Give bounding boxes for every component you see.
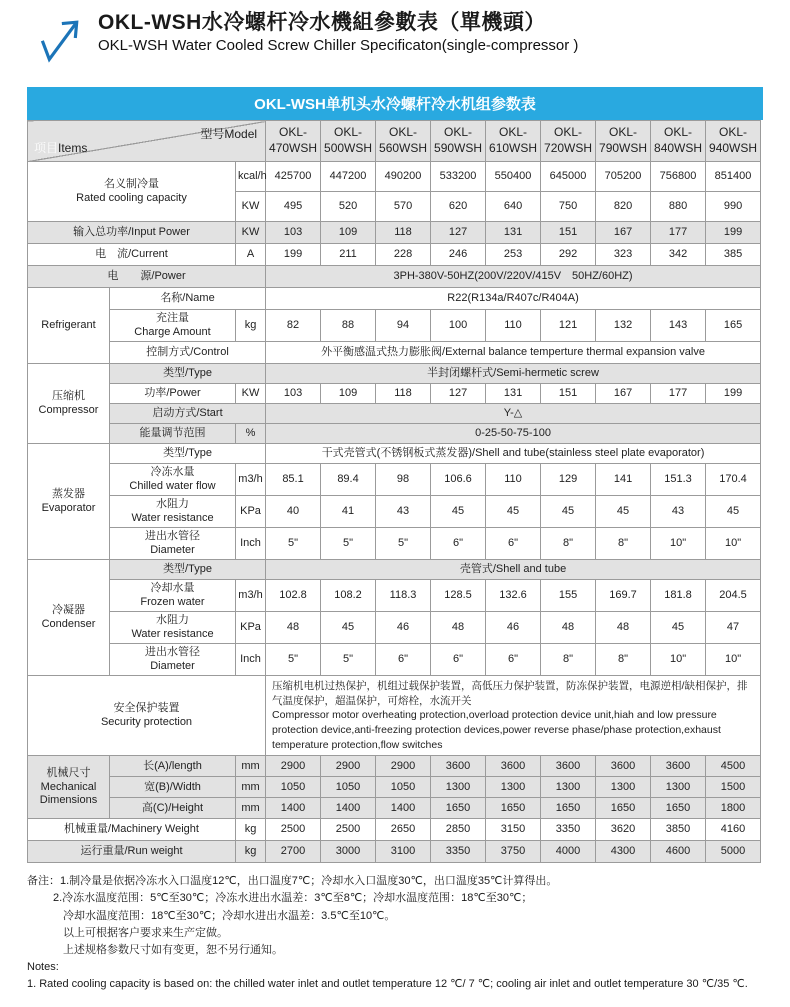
row-label-cell: 充注量 Charge Amount: [110, 310, 236, 342]
value-cell: 6": [486, 644, 541, 676]
value-cell: 2900: [376, 756, 431, 777]
value-cell: 10": [651, 644, 706, 676]
unit-cell: Inch: [236, 528, 266, 560]
value-cell: 4300: [596, 841, 651, 863]
value-cell: 127: [431, 222, 486, 244]
row-label-cell: 启动方式/Start: [110, 404, 266, 424]
value-cell: 4500: [706, 756, 761, 777]
value-cell: 129: [541, 464, 596, 496]
value-cell: 342: [651, 244, 706, 266]
unit-cell: KW: [236, 222, 266, 244]
value-cell: 253: [486, 244, 541, 266]
value-cell: 645000: [541, 162, 596, 192]
table-row: [28, 404, 761, 424]
note-line: 2.冷冻水温度范围：5℃至30℃；冷冻水进出水温差：3℃至8℃；冷却水温度范围：18℃至30℃；: [53, 892, 533, 905]
table-row: [28, 676, 761, 756]
value-cell: 533200: [431, 162, 486, 192]
title-block: [98, 10, 578, 54]
group-label-cell: 压缩机 Compressor: [28, 364, 110, 444]
value-cell: 177: [651, 384, 706, 404]
value-cell: 128.5: [431, 580, 486, 612]
unit-cell: mm: [236, 756, 266, 777]
value-cell: 155: [541, 580, 596, 612]
model-header-cell: OKL- 610WSH: [486, 121, 541, 162]
row-label-cell: 进出水管径 Diameter: [110, 644, 236, 676]
table-row: [28, 222, 761, 244]
value-cell: 82: [266, 310, 321, 342]
table-row: [28, 162, 761, 192]
unit-cell: %: [236, 424, 266, 444]
value-cell: 3100: [376, 841, 431, 863]
table-row: [28, 266, 761, 288]
value-cell: 118: [376, 384, 431, 404]
table-row: [28, 384, 761, 404]
row-label-cell: 输入总功率/Input Power: [28, 222, 236, 244]
value-cell: 43: [651, 496, 706, 528]
value-cell: 94: [376, 310, 431, 342]
value-cell: 246: [431, 244, 486, 266]
value-cell: 1650: [431, 798, 486, 819]
value-cell: 89.4: [321, 464, 376, 496]
span-value-cell: 壳管式/Shell and tube: [266, 560, 761, 580]
model-header-cell: OKL- 590WSH: [431, 121, 486, 162]
value-cell: 109: [321, 384, 376, 404]
model-header-cell: OKL- 720WSH: [541, 121, 596, 162]
value-cell: 1400: [266, 798, 321, 819]
value-cell: 151.3: [651, 464, 706, 496]
value-cell: 199: [706, 222, 761, 244]
model-header-row: [28, 121, 761, 162]
value-cell: 121: [541, 310, 596, 342]
table-banner: OKL-WSH单机头水冷螺杆冷水机组参数表: [27, 87, 763, 120]
value-cell: 1300: [431, 777, 486, 798]
unit-cell: mm: [236, 777, 266, 798]
model-header-cell: OKL- 790WSH: [596, 121, 651, 162]
value-cell: 170.4: [706, 464, 761, 496]
value-cell: 2500: [321, 819, 376, 841]
value-cell: 46: [376, 612, 431, 644]
value-cell: 167: [596, 222, 651, 244]
value-cell: 132.6: [486, 580, 541, 612]
value-cell: 495: [266, 192, 321, 222]
value-cell: 1650: [596, 798, 651, 819]
items-label: 项目Items: [34, 141, 88, 155]
value-cell: 103: [266, 384, 321, 404]
model-header-cell: OKL- 470WSH: [266, 121, 321, 162]
value-cell: 45: [486, 496, 541, 528]
value-cell: 5": [321, 644, 376, 676]
row-label-cell: 名称/Name: [110, 288, 266, 310]
row-label-cell: 类型/Type: [110, 364, 266, 384]
table-row: [28, 288, 761, 310]
span-value-cell: 外平衡感温式热力膨胀阀/External balance temperture thermal expansion valve: [266, 342, 761, 364]
value-cell: 131: [486, 222, 541, 244]
value-cell: 8": [596, 644, 651, 676]
value-cell: 46: [486, 612, 541, 644]
value-cell: 620: [431, 192, 486, 222]
value-cell: 127: [431, 384, 486, 404]
value-cell: 1500: [706, 777, 761, 798]
span-value-cell: 干式壳管式(不锈钢板式蒸发器)/Shell and tube(stainless steel plate evaporator): [266, 444, 761, 464]
value-cell: 40: [266, 496, 321, 528]
value-cell: 2500: [266, 819, 321, 841]
note-line: Notes:: [27, 960, 59, 973]
group-label-cell: Refrigerant: [28, 288, 110, 364]
span-value-cell: 压缩机电机过热保护，机组过载保护装置，高低压力保护装置，防冻保护装置，电源逆相/缺相保护，排气温度保护，超温保护，可熔栓，水流开关 Compressor motor overheating protection,overload protection device unit,hiah and low pressure protection device,anti-freezing protection devices,power reverse phase/phase protection,exhaust temperature protection,flow switches: [266, 676, 761, 756]
value-cell: 3600: [596, 756, 651, 777]
span-value-cell: 3PH-380V-50HZ(200V/220V/415V 50HZ/60HZ): [266, 266, 761, 288]
table-row: [28, 464, 761, 496]
spec-table: [27, 120, 761, 863]
value-cell: 385: [706, 244, 761, 266]
value-cell: 151: [541, 384, 596, 404]
value-cell: 48: [431, 612, 486, 644]
value-cell: 3600: [486, 756, 541, 777]
value-cell: 3350: [541, 819, 596, 841]
value-cell: 88: [321, 310, 376, 342]
value-cell: 118.3: [376, 580, 431, 612]
value-cell: 48: [266, 612, 321, 644]
value-cell: 1300: [651, 777, 706, 798]
value-cell: 10": [651, 528, 706, 560]
value-cell: 447200: [321, 162, 376, 192]
value-cell: 110: [486, 464, 541, 496]
value-cell: 3600: [431, 756, 486, 777]
table-row: [28, 612, 761, 644]
value-cell: 1050: [266, 777, 321, 798]
value-cell: 3600: [541, 756, 596, 777]
value-cell: 4000: [541, 841, 596, 863]
row-label-cell: 水阻力 Water resistance: [110, 612, 236, 644]
table-row: [28, 364, 761, 384]
unit-cell: kcal/h: [236, 162, 266, 192]
value-cell: 10": [706, 644, 761, 676]
unit-cell: KW: [236, 384, 266, 404]
unit-cell: KW: [236, 192, 266, 222]
table-row: [28, 756, 761, 777]
row-label-cell: 高(C)/Height: [110, 798, 236, 819]
unit-cell: KPa: [236, 612, 266, 644]
value-cell: 1300: [541, 777, 596, 798]
value-cell: 102.8: [266, 580, 321, 612]
row-label-cell: 宽(B)/Width: [110, 777, 236, 798]
value-cell: 1050: [321, 777, 376, 798]
value-cell: 1300: [486, 777, 541, 798]
value-cell: 45: [431, 496, 486, 528]
table-row: [28, 580, 761, 612]
value-cell: 10": [706, 528, 761, 560]
value-cell: 141: [596, 464, 651, 496]
row-label-cell: 电 源/Power: [28, 266, 266, 288]
note-line: 备注：1.制冷量是依据冷冻水入口温度12℃，出口温度7℃；冷却水入口温度30℃，出口温度35℃计算得出。: [27, 875, 558, 888]
value-cell: 6": [431, 644, 486, 676]
notes-section: [27, 873, 763, 1006]
value-cell: 550400: [486, 162, 541, 192]
unit-cell: m3/h: [236, 580, 266, 612]
value-cell: 41: [321, 496, 376, 528]
value-cell: 204.5: [706, 580, 761, 612]
value-cell: 48: [541, 612, 596, 644]
value-cell: 570: [376, 192, 431, 222]
value-cell: 181.8: [651, 580, 706, 612]
value-cell: 151: [541, 222, 596, 244]
value-cell: 1300: [596, 777, 651, 798]
value-cell: 3750: [486, 841, 541, 863]
row-label-cell: 控制方式/Control: [110, 342, 266, 364]
row-label-cell: 冷冻水量 Chilled water flow: [110, 464, 236, 496]
value-cell: 6": [376, 644, 431, 676]
value-cell: 8": [541, 644, 596, 676]
value-cell: 8": [596, 528, 651, 560]
row-label-cell: 功率/Power: [110, 384, 236, 404]
model-header-cell: OKL- 840WSH: [651, 121, 706, 162]
value-cell: 106.6: [431, 464, 486, 496]
value-cell: 1400: [376, 798, 431, 819]
value-cell: 3150: [486, 819, 541, 841]
value-cell: 108.2: [321, 580, 376, 612]
value-cell: 750: [541, 192, 596, 222]
table-row: [28, 244, 761, 266]
value-cell: 8": [541, 528, 596, 560]
table-row: [28, 798, 761, 819]
value-cell: 1650: [486, 798, 541, 819]
value-cell: 3350: [431, 841, 486, 863]
value-cell: 132: [596, 310, 651, 342]
row-label-cell: 长(A)/length: [110, 756, 236, 777]
value-cell: 2700: [266, 841, 321, 863]
table-row: [28, 342, 761, 364]
value-cell: 851400: [706, 162, 761, 192]
value-cell: 820: [596, 192, 651, 222]
page-header: [0, 0, 790, 69]
row-label-cell: 水阻力 Water resistance: [110, 496, 236, 528]
value-cell: 1050: [376, 777, 431, 798]
group-label-cell: 冷凝器 Condenser: [28, 560, 110, 676]
model-label: 型号Model: [200, 127, 258, 141]
table-row: [28, 819, 761, 841]
value-cell: 45: [321, 612, 376, 644]
value-cell: 2650: [376, 819, 431, 841]
model-header-cell: OKL- 940WSH: [706, 121, 761, 162]
value-cell: 3620: [596, 819, 651, 841]
value-cell: 323: [596, 244, 651, 266]
value-cell: 990: [706, 192, 761, 222]
value-cell: 3600: [651, 756, 706, 777]
value-cell: 5000: [706, 841, 761, 863]
value-cell: 1400: [321, 798, 376, 819]
value-cell: 177: [651, 222, 706, 244]
unit-cell: mm: [236, 798, 266, 819]
unit-cell: A: [236, 244, 266, 266]
row-label-cell: 进出水管径 Diameter: [110, 528, 236, 560]
value-cell: 85.1: [266, 464, 321, 496]
table-row: [28, 644, 761, 676]
unit-cell: Inch: [236, 644, 266, 676]
span-value-cell: 0-25-50-75-100: [266, 424, 761, 444]
value-cell: 199: [706, 384, 761, 404]
value-cell: 520: [321, 192, 376, 222]
span-value-cell: Y-△: [266, 404, 761, 424]
value-cell: 47: [706, 612, 761, 644]
value-cell: 100: [431, 310, 486, 342]
page-subtitle: OKL-WSH Water Cooled Screw Chiller Specificaton(single-compressor ): [98, 37, 579, 55]
note-line: 1. Rated cooling capacity is based on: the chilled water inlet and outlet temperature 12 ℃/ 7 ℃; cooling air inlet and outlet temperature 30 ℃/35 ℃.: [27, 977, 748, 990]
corner-header-cell: [28, 121, 266, 162]
value-cell: 169.7: [596, 580, 651, 612]
value-cell: 131: [486, 384, 541, 404]
table-row: [28, 444, 761, 464]
span-value-cell: R22(R134a/R407c/R404A): [266, 288, 761, 310]
value-cell: 3000: [321, 841, 376, 863]
row-label-cell: 机械重量/Machinery Weight: [28, 819, 236, 841]
unit-cell: m3/h: [236, 464, 266, 496]
row-label-cell: 安全保护装置 Security protection: [28, 676, 266, 756]
value-cell: 48: [596, 612, 651, 644]
value-cell: 425700: [266, 162, 321, 192]
value-cell: 1650: [541, 798, 596, 819]
value-cell: 2900: [321, 756, 376, 777]
unit-cell: kg: [236, 310, 266, 342]
value-cell: 45: [651, 612, 706, 644]
value-cell: 490200: [376, 162, 431, 192]
span-value-cell: 半封闭螺杆式/Semi-hermetic screw: [266, 364, 761, 384]
value-cell: 2900: [266, 756, 321, 777]
value-cell: 1800: [706, 798, 761, 819]
page-title: OKL-WSH水冷螺杆冷水機組參數表（單機頭）: [98, 11, 546, 34]
value-cell: 5": [376, 528, 431, 560]
value-cell: 3850: [651, 819, 706, 841]
value-cell: 756800: [651, 162, 706, 192]
value-cell: 143: [651, 310, 706, 342]
value-cell: 705200: [596, 162, 651, 192]
value-cell: 292: [541, 244, 596, 266]
table-row: [28, 841, 761, 863]
value-cell: 228: [376, 244, 431, 266]
row-label-cell: 类型/Type: [110, 560, 266, 580]
value-cell: 640: [486, 192, 541, 222]
group-label-cell: 蒸发器 Evaporator: [28, 444, 110, 560]
value-cell: 4160: [706, 819, 761, 841]
value-cell: 4600: [651, 841, 706, 863]
arrow-up-right-icon: [34, 12, 86, 69]
value-cell: 43: [376, 496, 431, 528]
value-cell: 103: [266, 222, 321, 244]
row-label-cell: 运行重量/Run weight: [28, 841, 236, 863]
value-cell: 98: [376, 464, 431, 496]
row-label-cell: 名义制冷量 Rated cooling capacity: [28, 162, 236, 222]
row-label-cell: 能量调节范围: [110, 424, 236, 444]
value-cell: 118: [376, 222, 431, 244]
value-cell: 109: [321, 222, 376, 244]
row-label-cell: 冷却水量 Frozen water: [110, 580, 236, 612]
group-label-cell: 机械尺寸 Mechanical Dimensions: [28, 756, 110, 819]
value-cell: 1650: [651, 798, 706, 819]
value-cell: 211: [321, 244, 376, 266]
table-row: [28, 560, 761, 580]
value-cell: 6": [486, 528, 541, 560]
value-cell: 45: [541, 496, 596, 528]
value-cell: 110: [486, 310, 541, 342]
value-cell: 45: [596, 496, 651, 528]
spec-table-block: [27, 87, 763, 863]
model-header-cell: OKL- 560WSH: [376, 121, 431, 162]
value-cell: 2850: [431, 819, 486, 841]
value-cell: 5": [321, 528, 376, 560]
row-label-cell: 电 流/Current: [28, 244, 236, 266]
note-line: 冷却水温度范围：18℃至30℃；冷却水进出水温差：3.5℃至10℃。: [63, 909, 396, 922]
note-line: 以上可根据客户要求来生产定做。: [63, 926, 228, 939]
unit-cell: kg: [236, 841, 266, 863]
unit-cell: kg: [236, 819, 266, 841]
value-cell: 880: [651, 192, 706, 222]
row-label-cell: 类型/Type: [110, 444, 266, 464]
table-row: [28, 777, 761, 798]
note-line: 上述规格参数尺寸如有变更，恕不另行通知。: [63, 943, 283, 956]
value-cell: 167: [596, 384, 651, 404]
value-cell: 199: [266, 244, 321, 266]
table-row: [28, 310, 761, 342]
unit-cell: KPa: [236, 496, 266, 528]
value-cell: 5": [266, 528, 321, 560]
value-cell: 6": [431, 528, 486, 560]
table-row: [28, 528, 761, 560]
value-cell: 45: [706, 496, 761, 528]
table-row: [28, 496, 761, 528]
model-header-cell: OKL- 500WSH: [321, 121, 376, 162]
table-row: [28, 424, 761, 444]
value-cell: 165: [706, 310, 761, 342]
value-cell: 5": [266, 644, 321, 676]
